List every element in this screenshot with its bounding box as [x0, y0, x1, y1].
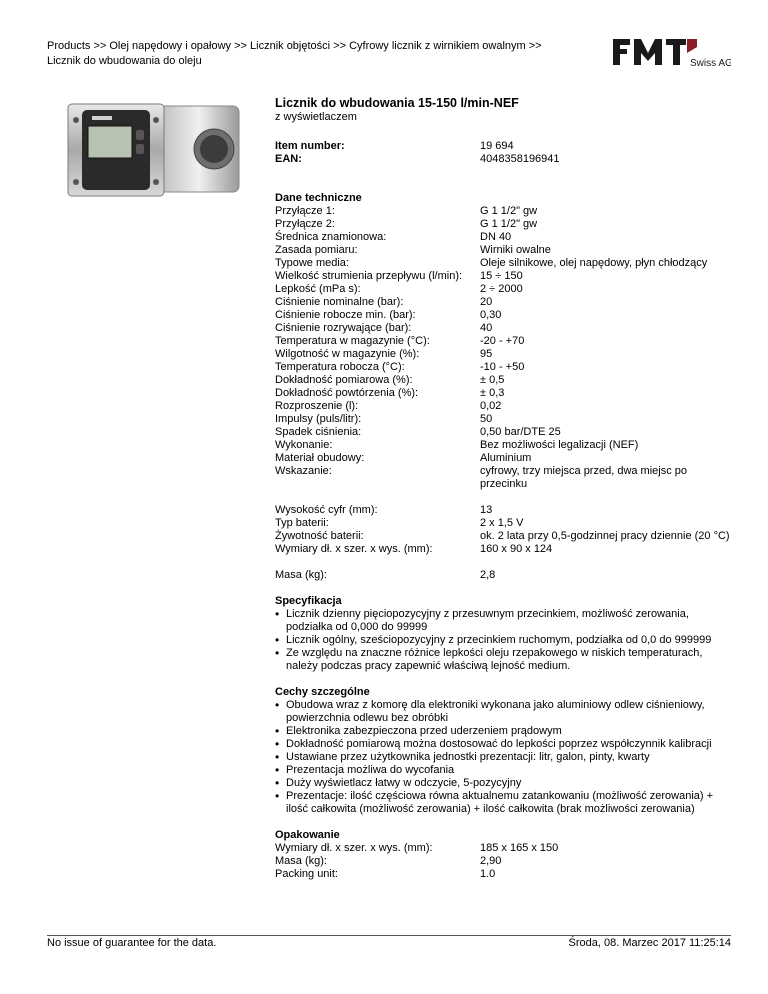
spec-label: Masa (kg): — [275, 569, 327, 581]
spec-label: Temperatura w magazynie (°C): — [275, 335, 430, 347]
spec-label: Żywotność baterii: — [275, 530, 364, 542]
spec-row — [275, 231, 735, 244]
spec-label: Przyłącze 1: — [275, 205, 335, 217]
spec-row — [275, 504, 735, 517]
spec-row — [275, 348, 735, 361]
list-item: • Elektronika zabezpieczona przed uderzeniem prądowym — [275, 725, 735, 738]
spec-label: Spadek ciśnienia: — [275, 426, 362, 438]
product-content — [275, 96, 735, 881]
spec-label: Wielkość strumienia przepływu (l/min): — [275, 270, 463, 282]
spec-row — [275, 452, 735, 465]
list-item: • Ze względu na znaczne różnice lepkości oleju rzepakowego w niskich temperaturach, należy podczas pracy zapewnić właściwą lejność medium. — [275, 647, 735, 673]
spec-row — [275, 543, 735, 556]
spec-row — [275, 374, 735, 387]
spec-value: Wirniki owalne — [480, 244, 551, 256]
list-item: • Prezentacje: ilość częściowa równa aktualnemu zatankowaniu (możliwość zerowania) + ilość całkowita (możliwość zerowania) + ilość całkowita (brak możliwości zerowania) — [275, 790, 735, 816]
spec-label: Średnica znamionowa: — [275, 231, 387, 243]
spec-row — [275, 309, 735, 322]
spec-label: Masa (kg): — [275, 855, 327, 867]
spec-value: 95 — [480, 348, 493, 360]
spec-value: 13 — [480, 504, 493, 516]
product-title: Licznik do wbudowania 15-150 l/min-NEF — [275, 96, 519, 110]
spec-row — [275, 218, 735, 231]
spec-label: Packing unit: — [275, 868, 338, 880]
list-item: • Prezentacja możliwa do wycofania — [275, 764, 735, 777]
spec-row — [275, 413, 735, 426]
spec-label: Dokładność pomiarowa (%): — [275, 374, 413, 386]
spec-value: Aluminium — [480, 452, 532, 464]
spec-row — [275, 855, 735, 868]
spec-value: Oleje silnikowe, olej napędowy, płyn chłodzący — [480, 257, 708, 269]
spec-row — [275, 361, 735, 374]
features-heading: Cechy szczególne — [275, 686, 370, 698]
spec-value: -10 - +50 — [480, 361, 525, 373]
features-list — [275, 699, 735, 816]
spec-value: G 1 1/2" gw — [480, 205, 538, 217]
ean-row — [275, 153, 735, 166]
spec-row — [275, 270, 735, 283]
spec-value: G 1 1/2" gw — [480, 218, 538, 230]
spec-row — [275, 400, 735, 413]
spec-value: -20 - +70 — [480, 335, 525, 347]
spec-value: 2,8 — [480, 569, 496, 581]
spec-row — [275, 842, 735, 855]
footer-disclaimer: No issue of guarantee for the data. — [47, 937, 217, 949]
spec-label: Temperatura robocza (°C): — [275, 361, 405, 373]
spec-value: 0,02 — [480, 400, 502, 412]
spec-label: Materiał obudowy: — [275, 452, 365, 464]
spec-value: Bez możliwości legalizacji (NEF) — [480, 439, 639, 451]
spec-value: ± 0,5 — [480, 374, 505, 386]
spec-value: 40 — [480, 322, 493, 334]
spec-label: Lepkość (mPa s): — [275, 283, 361, 295]
ean-value: 4048358196941 — [480, 153, 560, 165]
spec-label: Ciśnienie robocze min. (bar): — [275, 309, 416, 321]
spec-value: 15 ÷ 150 — [480, 270, 523, 282]
list-item: • Obudowa wraz z komorę dla elektroniki wykonana jako aluminiowy odlew ciśnieniowy, powierzchnia odlewu bez obróbki — [275, 699, 735, 725]
spec-row — [275, 517, 735, 530]
spec-label: Wysokość cyfr (mm): — [275, 504, 378, 516]
spec-label: Ciśnienie nominalne (bar): — [275, 296, 404, 308]
spec-value: 160 x 90 x 124 — [480, 543, 553, 555]
spec-value: 2 ÷ 2000 — [480, 283, 523, 295]
spec-label: Przyłącze 2: — [275, 218, 335, 230]
tech-heading: Dane techniczne — [275, 192, 362, 204]
spec-row — [275, 868, 735, 881]
spec-row — [275, 439, 735, 452]
item-number-row — [275, 140, 735, 153]
item-number-value: 19 694 — [480, 140, 514, 152]
spec-row — [275, 244, 735, 257]
spec-label: Wilgotność w magazynie (%): — [275, 348, 420, 360]
list-item: • Dokładność pomiarową można dostosować do lepkości poprzez współczynnik kalibracji — [275, 738, 735, 751]
spec-row — [275, 426, 735, 439]
spec-row — [275, 569, 735, 582]
spec-label: Typowe media: — [275, 257, 349, 269]
spec-value: 0,50 bar/DTE 25 — [480, 426, 561, 438]
list-item: • Licznik dzienny pięciopozycyjny z przesuwnym przecinkiem, możliwość zerowania, podziałka od 0,000 do 99999 — [275, 608, 735, 634]
spec-value: ± 0,3 — [480, 387, 505, 399]
spec-value: 1.0 — [480, 868, 496, 880]
spec-row — [275, 530, 735, 543]
item-number-label: Item number: — [275, 140, 345, 152]
spec-value: ok. 2 lata przy 0,5-godzinnej pracy dziennie (20 °C) — [480, 530, 730, 542]
spec-label: Rozproszenie (l): — [275, 400, 359, 412]
spec-row — [275, 283, 735, 296]
spec-heading: Specyfikacja — [275, 595, 342, 607]
spec-label: Impulsy (puls/litr): — [275, 413, 362, 425]
spec-label: Dokładność powtórzenia (%): — [275, 387, 419, 399]
spec-row — [275, 296, 735, 309]
tech-table — [275, 205, 735, 582]
packaging-heading: Opakowanie — [275, 829, 340, 841]
spec-label: Wymiary dł. x szer. x wys. (mm): — [275, 543, 433, 555]
footer-divider — [47, 935, 731, 936]
spec-value: 50 — [480, 413, 493, 425]
spec-label: Wymiary dł. x szer. x wys. (mm): — [275, 842, 433, 854]
packaging-table — [275, 842, 735, 881]
spec-value: 20 — [480, 296, 493, 308]
list-item: • Licznik ogólny, sześciopozycyjny z przecinkiem ruchomym, podziałka od 0,0 do 999999 — [275, 634, 735, 647]
spec-label: Wykonanie: — [275, 439, 333, 451]
spec-value: cyfrowy, trzy miejsca przed, dwa miejsc po przecinku — [480, 465, 688, 490]
spec-row — [275, 205, 735, 218]
footer-timestamp: Środa, 08. Marzec 2017 11:25:14 — [568, 937, 731, 949]
list-item: • Ustawiane przez użytkownika jednostki prezentacji: litr, galon, pinty, kwarty — [275, 751, 735, 764]
product-image — [64, 100, 250, 200]
spec-list — [275, 608, 735, 673]
spec-row — [275, 335, 735, 348]
spec-row — [275, 257, 735, 270]
spec-label: Wskazanie: — [275, 465, 332, 477]
breadcrumb[interactable]: Products >> Olej napędowy i opałowy >> Licznik objętości >> Cyfrowy licznik z wirnikiem owalnym >> Licznik do wbudowania do oleju — [47, 40, 542, 67]
spec-value: 2,90 — [480, 855, 502, 867]
spec-row — [275, 465, 735, 491]
spec-label: Ciśnienie rozrywające (bar): — [275, 322, 412, 334]
spec-label: Typ baterii: — [275, 517, 329, 529]
spec-value: 0,30 — [480, 309, 502, 321]
product-subtitle: z wyświetlaczem — [275, 111, 357, 123]
fmt-logo — [611, 33, 731, 73]
spec-value: 185 x 165 x 150 — [480, 842, 559, 854]
spec-row — [275, 322, 735, 335]
spec-value: 2 x 1,5 V — [480, 517, 524, 529]
spec-value: DN 40 — [480, 231, 512, 243]
svg-text:Swiss AG: Swiss AG — [690, 58, 731, 69]
ean-label: EAN: — [275, 153, 302, 165]
list-item: • Duży wyświetlacz łatwy w odczycie, 5-pozycyjny — [275, 777, 735, 790]
spec-row — [275, 387, 735, 400]
spec-label: Zasada pomiaru: — [275, 244, 358, 256]
